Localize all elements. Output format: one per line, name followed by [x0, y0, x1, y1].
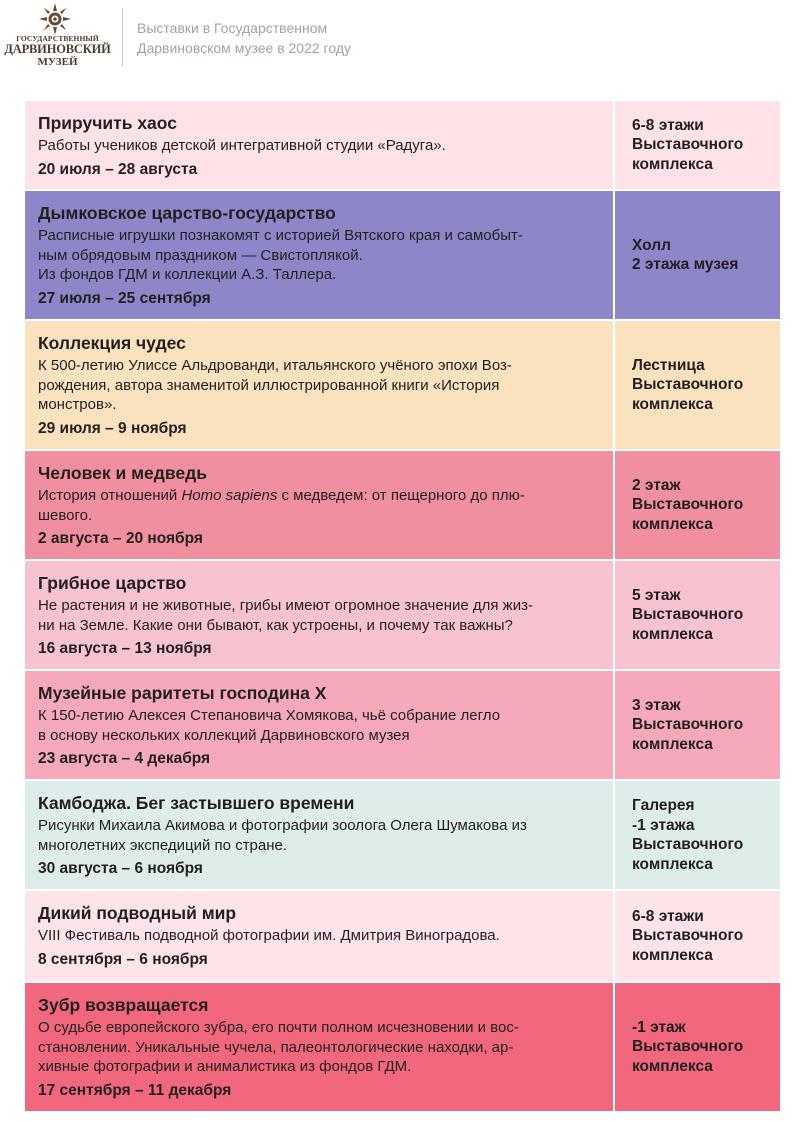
exhibition-location-text: Холл 2 этажа музея — [632, 236, 739, 273]
exhibition-info-cell — [25, 451, 613, 559]
exhibition-description-text: К 500-летию Улиссе Альдрованди, итальянского учёного эпохи Воз- рождения, автора знаменитой иллюстрированной книги «История монстров». — [38, 357, 512, 413]
exhibition-title: Музейные раритеты господина Х — [38, 683, 327, 703]
exhibition-dates: 20 июля – 28 августа — [38, 160, 198, 178]
exhibition-location-text: 6-8 этажи Выставочного комплекса — [632, 116, 744, 173]
logo-line-3: МУЗЕЙ — [37, 56, 78, 68]
exhibition-location — [615, 451, 780, 559]
exhibition-location — [615, 191, 780, 319]
exhibition-info-cell — [25, 561, 613, 669]
exhibition-title: Дикий подводный мир — [38, 903, 237, 923]
exhibition-location-text: Галерея -1 этажа Выставочного комплекса — [632, 797, 744, 873]
exhibition-description — [38, 136, 601, 156]
exhibition-location — [615, 321, 780, 449]
exhibition-description-text: Рисунки Михаила Акимова и фотографии зоолога Олега Шумакова из многолетних экспедиций по стране. — [38, 817, 527, 854]
exhibition-info-cell — [25, 321, 613, 449]
exhibition-location — [615, 561, 780, 669]
exhibition-description — [38, 706, 601, 745]
exhibition-info-cell — [25, 891, 613, 981]
exhibition-description — [38, 816, 601, 855]
exhibition-description-text: Расписные игрушки познакомят с историей Вятского края и самобыт- ным обрядовым праздником — Свистоплякой. Из фондов ГДМ и коллекции А.З. Таллера. — [38, 227, 523, 283]
page-title-line-1: Выставки в Государственном — [137, 20, 328, 36]
exhibition-info-cell — [25, 671, 613, 779]
exhibition-location-text: Лестница Выставочного комплекса — [632, 356, 744, 413]
exhibition-info-cell — [25, 781, 613, 889]
exhibition-row — [25, 983, 780, 1111]
exhibition-location — [615, 671, 780, 779]
exhibition-row — [25, 671, 780, 779]
exhibition-description — [38, 226, 601, 285]
exhibition-location-text: 2 этаж Выставочного комплекса — [632, 476, 744, 533]
exhibition-description-text: О судьбе европейского зубра, его почти полном исчезновении и вос- становлении. Уникальные чучела, палеонтологические находки, ар- хивные фотографии и анималистика из фондов ГДМ. — [38, 1019, 519, 1075]
exhibition-description-text: с медведем: от пещерного до плю- шевого. — [38, 487, 525, 524]
exhibition-row — [25, 781, 780, 889]
exhibition-title: Приручить хаос — [38, 113, 177, 133]
exhibition-description — [38, 486, 601, 525]
exhibition-description — [38, 1018, 601, 1077]
exhibition-title: Зубр возвращается — [38, 995, 209, 1015]
exhibition-dates: 17 сентября – 11 декабря — [38, 1081, 232, 1099]
exhibition-location — [615, 983, 780, 1111]
page-header — [0, 0, 800, 75]
exhibition-location — [615, 781, 780, 889]
exhibitions-table — [25, 101, 780, 1113]
exhibition-description — [38, 596, 601, 635]
exhibition-row — [25, 561, 780, 669]
exhibition-location-text: 3 этаж Выставочного комплекса — [632, 696, 744, 753]
exhibition-description-text: VIII Фестиваль подводной фотографии им. Дмитрия Виноградова. — [38, 927, 500, 944]
exhibition-dates: 23 августа – 4 декабря — [38, 750, 211, 767]
page-title-line-2: Дарвиновском музее в 2022 году — [137, 40, 352, 56]
exhibition-info-cell — [25, 191, 613, 319]
museum-logo — [0, 0, 115, 72]
exhibition-dates: 16 августа – 13 ноября — [38, 640, 212, 657]
exhibition-info-cell — [25, 983, 613, 1111]
exhibition-location-text: 6-8 этажи Выставочного комплекса — [632, 907, 744, 964]
exhibition-row — [25, 191, 780, 319]
exhibition-location — [615, 891, 780, 981]
exhibition-description-text: К 150-летию Алексея Степановича Хомякова, чьё собрание легло в основу нескольких коллекций Дарвиновского музея — [38, 707, 501, 744]
exhibition-row — [25, 321, 780, 449]
exhibition-info-cell — [25, 101, 613, 189]
page-title — [137, 18, 457, 58]
header-divider — [122, 8, 123, 66]
exhibition-row — [25, 451, 780, 559]
exhibition-description — [38, 356, 601, 415]
exhibition-location-text: -1 этаж Выставочного комплекса — [632, 1018, 744, 1075]
exhibition-title: Дымковское царство-государство — [38, 203, 336, 223]
exhibition-location — [615, 101, 780, 189]
exhibition-title: Камбоджа. Бег застывшего времени — [38, 793, 355, 813]
exhibition-dates: 2 августа – 20 ноября — [38, 530, 203, 547]
exhibition-location-text: 5 этаж Выставочного комплекса — [632, 586, 744, 643]
exhibition-description-text: Не растения и не животные, грибы имеют огромное значение для жиз- ни на Земле. Какие они бывают, как устроены, и почему так важны? — [38, 597, 533, 634]
exhibition-row — [25, 891, 780, 981]
logo-line-1: ГОСУДАРСТВЕННЫЙ — [16, 34, 99, 43]
exhibition-description-text: История отношений — [38, 487, 182, 504]
exhibition-dates: 30 августа – 6 ноября — [38, 860, 203, 877]
exhibition-dates: 27 июля – 25 сентября — [38, 289, 211, 307]
exhibition-description-text: Работы учеников детской интегративной студии «Радуга». — [38, 137, 446, 154]
exhibition-title: Коллекция чудес — [38, 333, 186, 353]
exhibition-title: Человек и медведь — [38, 463, 208, 483]
exhibition-title: Грибное царство — [38, 573, 187, 593]
exhibition-row — [25, 101, 780, 189]
exhibition-dates: 29 июля – 9 ноября — [38, 419, 187, 437]
sun-snail-logo-icon — [38, 2, 72, 36]
exhibition-description — [38, 926, 601, 946]
exhibition-description-italic: Homo sapiens — [181, 487, 278, 504]
exhibition-dates: 8 сентября – 6 ноября — [38, 950, 208, 968]
logo-line-2: ДАРВИНОВСКИЙ — [4, 42, 111, 56]
